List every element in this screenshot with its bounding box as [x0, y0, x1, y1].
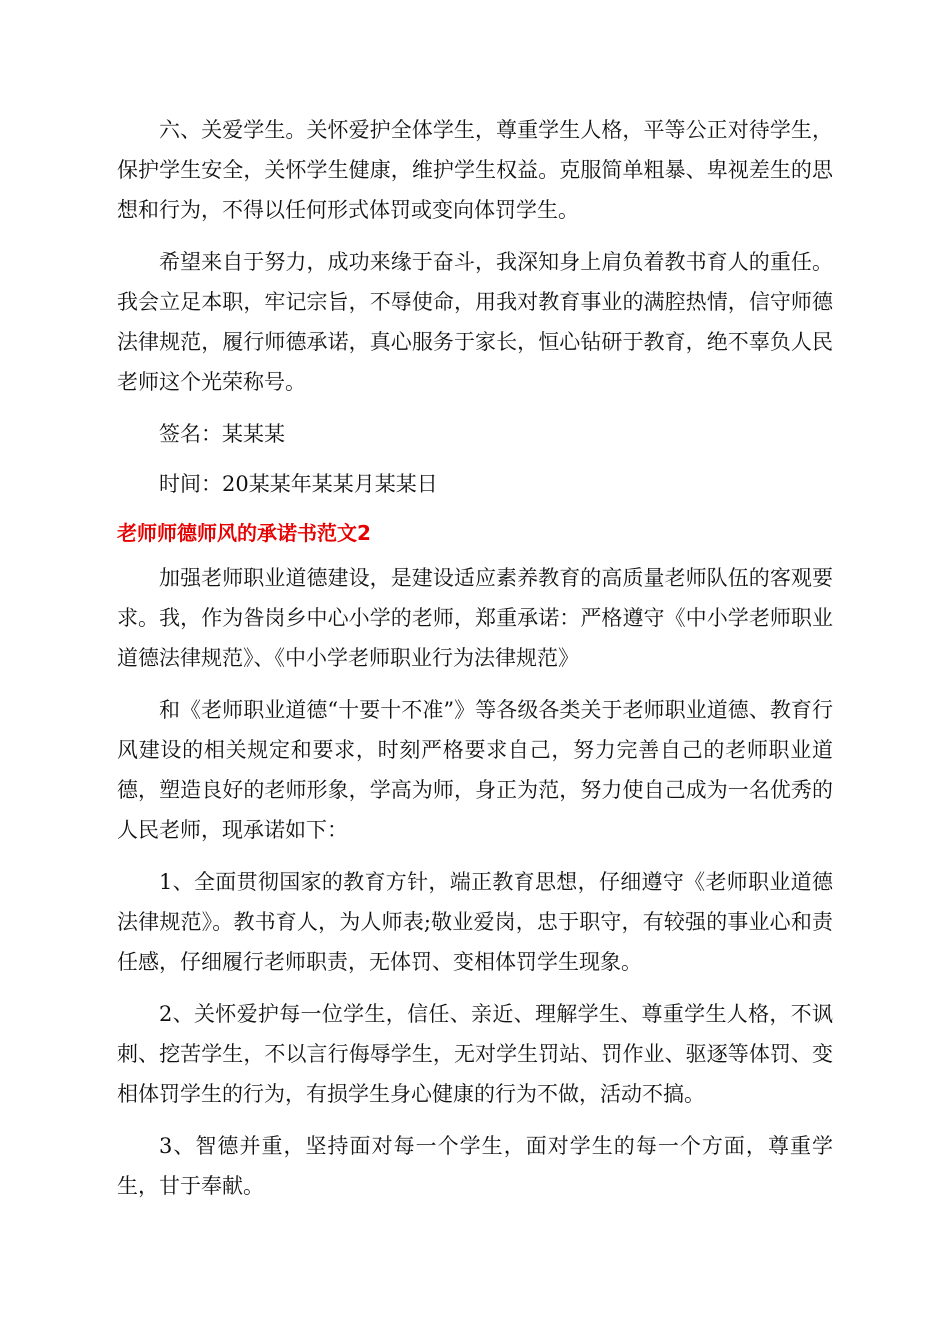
paragraph-commitment-closing: 希望来自于努力，成功来缘于奋斗，我深知身上肩负着教书育人的重任。我会立足本职，牢记宗旨，不辱使命，用我对教育事业的满腔热情，信守师德法律规范，履行师德承诺，真心服务于家长，恒心钻研于教育，绝不辜负人民老师这个光荣称号。 [117, 250, 833, 394]
document-body [117, 110, 833, 1218]
paragraph-item-2: 2、关怀爱护每一位学生，信任、亲近、理解学生、尊重学生人格，不讽刺、挖苦学生，不以言行侮辱学生，无对学生罚站、罚作业、驱逐等体罚、变相体罚学生的行为，有损学生身心健康的行为不做，活动不搞。 [117, 1002, 833, 1106]
paragraph-regulations: 和《老师职业道德“十要十不准”》等各级各类关于老师职业道德、教育行风建设的相关规定和要求，时刻严格要求自己，努力完善自己的老师职业道德，塑造良好的老师形象，学高为师，身正为范，努力使自己成为一名优秀的人民老师，现承诺如下： [117, 698, 833, 842]
paragraph-item-1: 1、全面贯彻国家的教育方针，端正教育思想，仔细遵守《老师职业道德法律规范》。教书育人，为人师表;敬业爱岗，忠于职守，有较强的事业心和责任感，仔细履行老师职责，无体罚、变相体罚学生现象。 [117, 870, 833, 974]
signature-line: 签名：某某某 [159, 422, 285, 446]
section-heading: 老师师德师风的承诺书范文2 [117, 521, 371, 545]
paragraph-item-3: 3、智德并重，坚持面对每一个学生，面对学生的每一个方面，尊重学生，甘于奉献。 [117, 1134, 833, 1198]
paragraph-care-students: 六、关爱学生。关怀爱护全体学生，尊重学生人格，平等公正对待学生，保护学生安全，关怀学生健康，维护学生权益。克服简单粗暴、卑视差生的思想和行为，不得以任何形式体罚或变向体罚学生。 [117, 118, 833, 222]
paragraph-intro: 加强老师职业道德建设，是建设适应素养教育的高质量老师队伍的客观要求。我，作为昝岗乡中心小学的老师，郑重承诺：严格遵守《中小学老师职业道德法律规范》、《中小学老师职业行为法律规范》 [117, 566, 833, 670]
date-line: 时间：20某某年某某月某某日 [159, 472, 438, 496]
